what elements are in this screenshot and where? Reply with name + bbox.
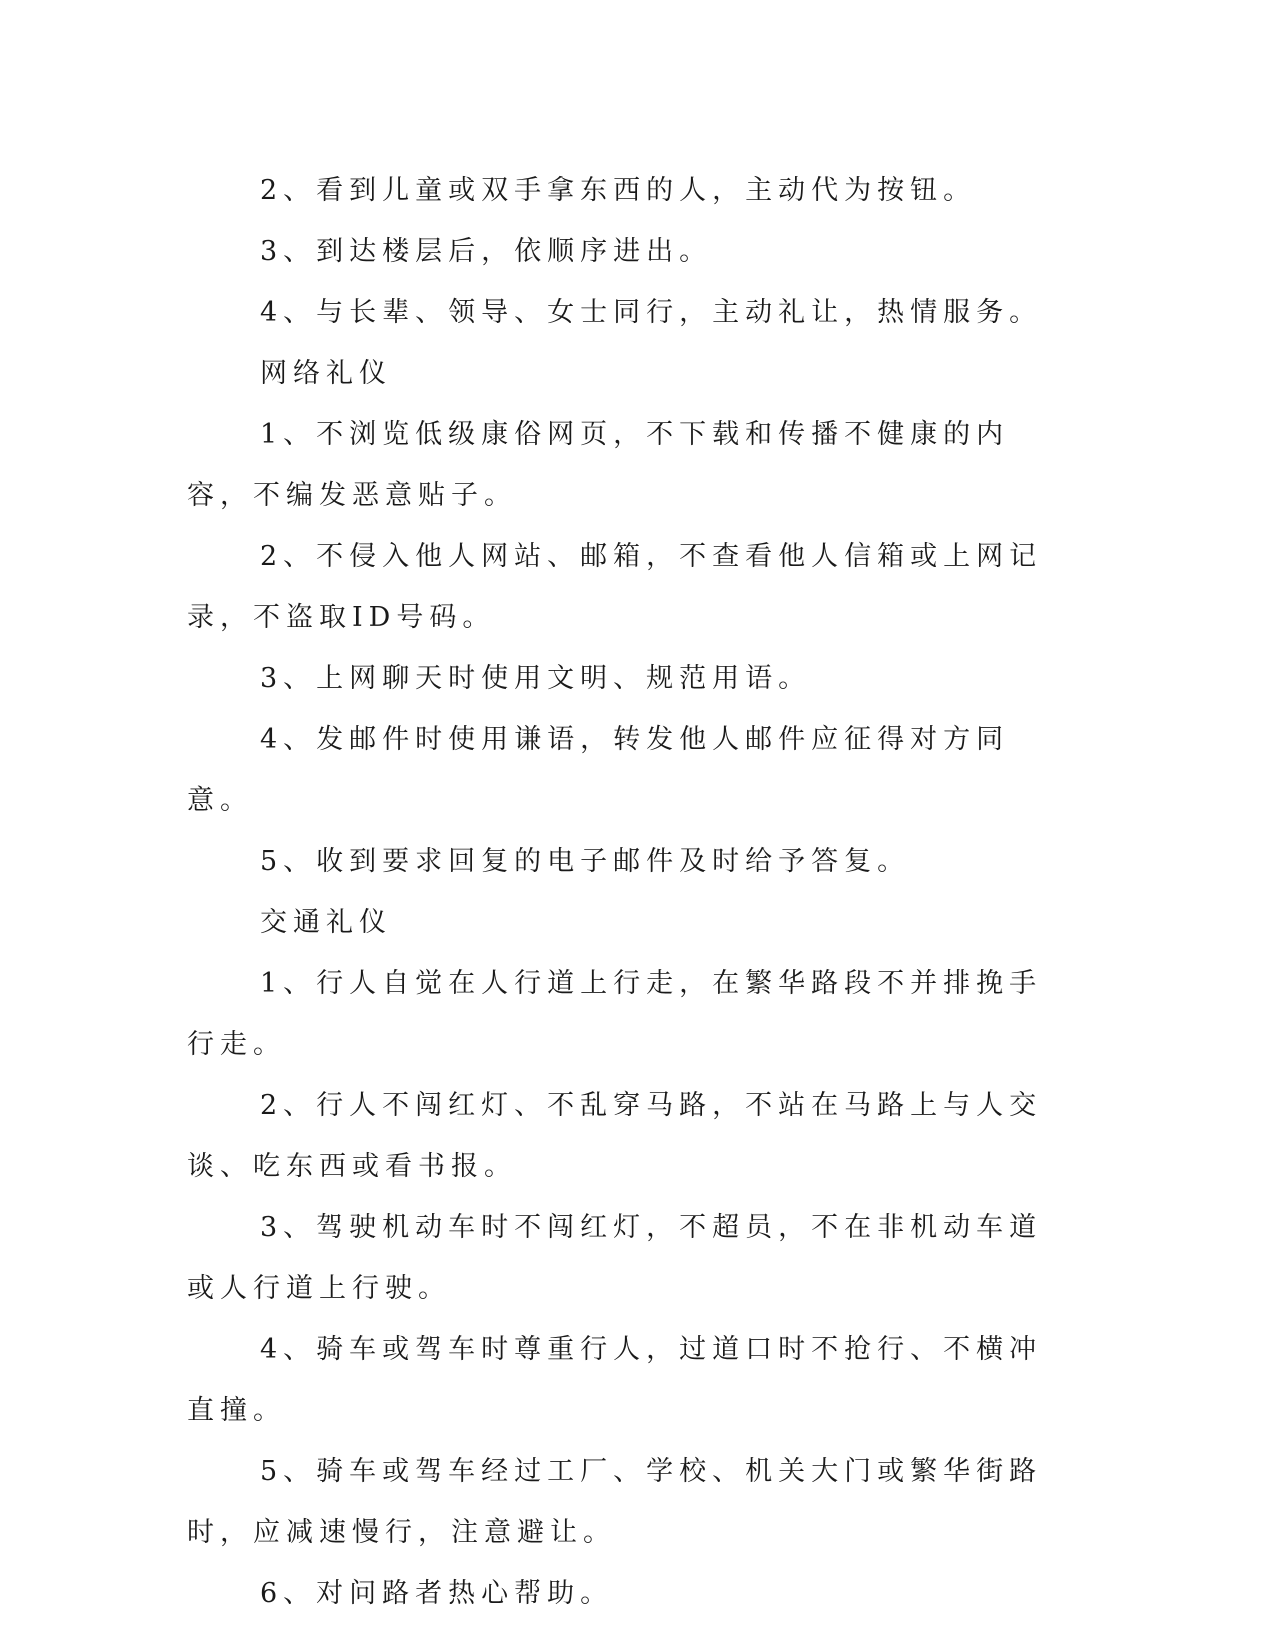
section-heading-traffic-etiquette: 交通礼仪 <box>260 907 392 938</box>
list-item: 4、骑车或驾车时尊重行人，过道口时不抢行、不横冲直撞。 <box>187 1334 1043 1426</box>
list-item: 3、上网聊天时使用文明、规范用语。 <box>260 663 812 694</box>
list-item: 3、驾驶机动车时不闯红灯，不超员，不在非机动车道或人行道上行驶。 <box>187 1212 1043 1304</box>
section-heading-network-etiquette: 网络礼仪 <box>260 358 392 389</box>
list-item: 5、骑车或驾车经过工厂、学校、机关大门或繁华街路时，应减速慢行，注意避让。 <box>187 1456 1043 1548</box>
list-item: 6、对问路者热心帮助。 <box>260 1578 614 1609</box>
list-item: 4、与长辈、领导、女士同行，主动礼让，热情服务。 <box>260 297 1043 328</box>
list-item: 3、到达楼层后，依顺序进出。 <box>260 236 713 267</box>
list-item: 5、收到要求回复的电子邮件及时给予答复。 <box>260 846 911 877</box>
list-item: 4、发邮件时使用谦语，转发他人邮件应征得对方同意。 <box>187 724 1010 816</box>
list-item: 2、行人不闯红灯、不乱穿马路，不站在马路上与人交谈、吃东西或看书报。 <box>187 1090 1043 1182</box>
list-item: 1、不浏览低级康俗网页，不下载和传播不健康的内容，不编发恶意贴子。 <box>187 419 1010 511</box>
list-item: 2、不侵入他人网站、邮箱，不查看他人信箱或上网记录，不盗取ID号码。 <box>187 541 1043 633</box>
list-item: 1、行人自觉在人行道上行走，在繁华路段不并排挽手行走。 <box>187 968 1043 1060</box>
document-body <box>187 160 1047 1624</box>
list-item: 2、看到儿童或双手拿东西的人，主动代为按钮。 <box>260 175 977 206</box>
